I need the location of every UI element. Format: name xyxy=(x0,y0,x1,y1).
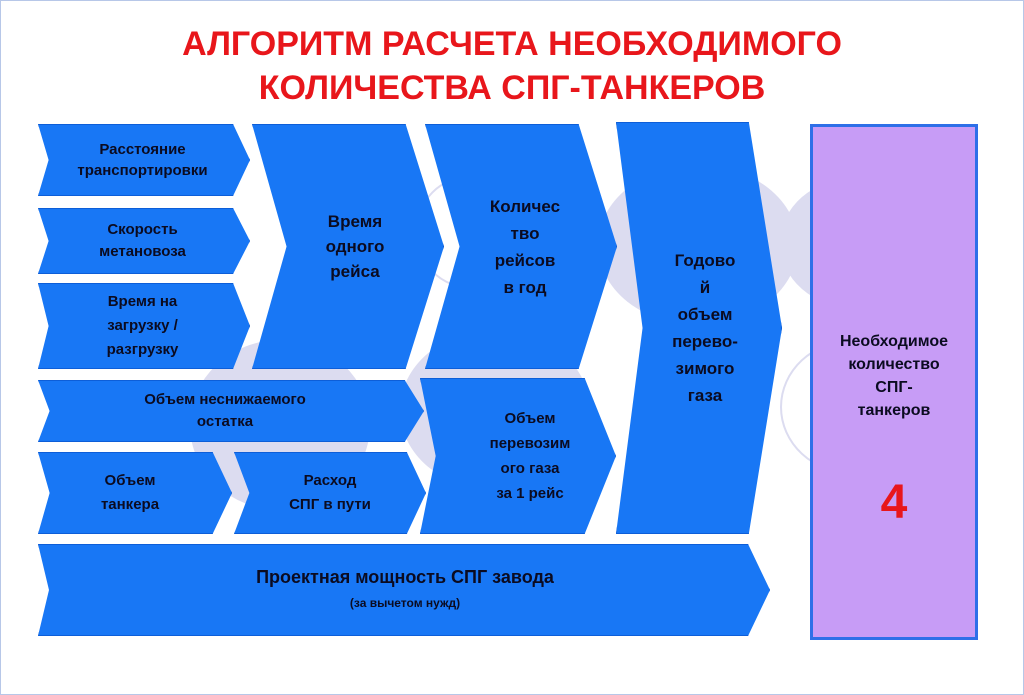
title-line-1: АЛГОРИТМ РАСЧЕТА НЕОБХОДИМОГО xyxy=(182,25,842,63)
speed-label: Скорость метановоза xyxy=(99,221,186,260)
volume-per-trip-label: Объем перевозим ого газа за 1 рейс xyxy=(489,410,571,502)
plant-capacity-label: Проектная мощность СПГ завода (за вычетом нужд) xyxy=(60,544,750,636)
title-line-2: КОЛИЧЕСТВА СПГ-ТАНКЕРОВ xyxy=(258,69,766,107)
load-time-label: Время на загрузку / разгрузку xyxy=(106,293,179,358)
result-value: 4 xyxy=(880,476,908,529)
distance-label: Расстояние транспортировки xyxy=(77,141,208,179)
page-title xyxy=(0,22,1024,110)
annual-volume-label: Годово й объем перево- зимого газа xyxy=(672,251,738,405)
plant-capacity-note: (за вычетом нужд) xyxy=(349,596,461,610)
boiloff-label: Расход СПГ в пути xyxy=(289,472,371,513)
trip-time-label: Время одного рейса xyxy=(325,212,385,281)
tanker-volume-label: Объем танкера xyxy=(100,472,160,513)
heel-volume-label: Объем неснижаемого остатка xyxy=(144,391,306,430)
result-label: Необходимое количество СПГ- танкеров xyxy=(839,333,949,419)
trips-per-year-label: Количес тво рейсов в год xyxy=(489,196,561,297)
